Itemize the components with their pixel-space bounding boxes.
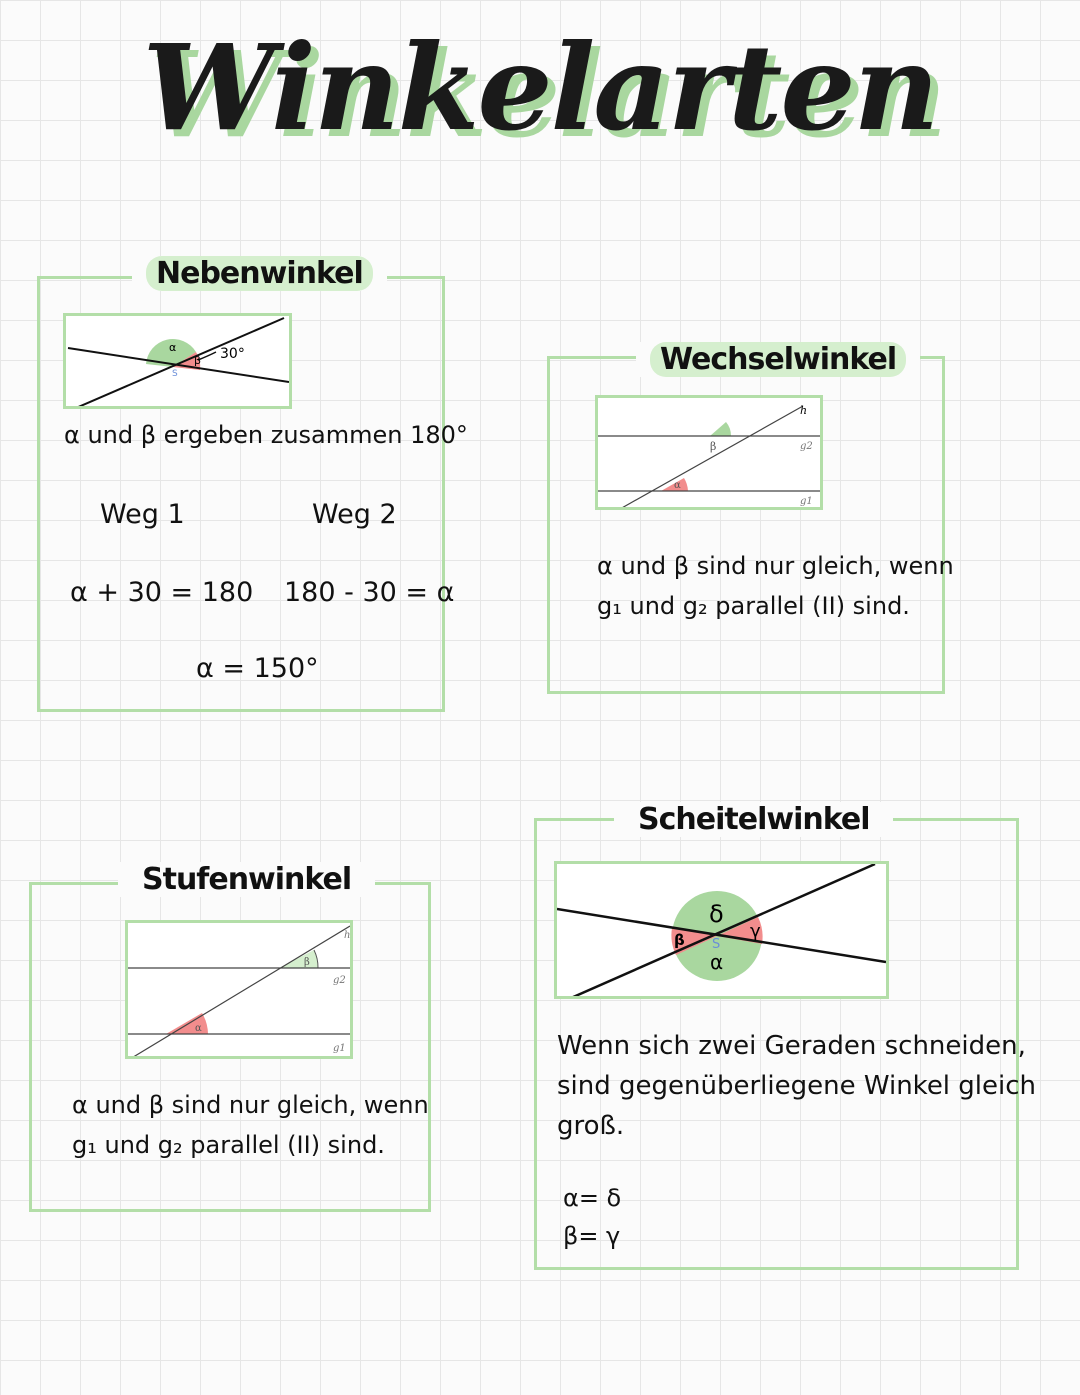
stufenwinkel-heading <box>118 862 375 897</box>
beta-label: β <box>674 931 685 949</box>
scheitelwinkel-eq2: β= γ <box>563 1222 621 1250</box>
alpha-label: α <box>710 950 724 974</box>
alpha-label: α <box>169 341 177 354</box>
thirty-degree-label: 30° <box>220 346 245 362</box>
stufenwinkel-diagram <box>125 920 353 1059</box>
g2-label: g2 <box>800 441 813 452</box>
nebenwinkel-result: α = 150° <box>196 653 319 684</box>
stufenwinkel-text-line1: α und β sind nur gleich, wenn <box>72 1091 429 1119</box>
scheitelwinkel-eq1: α= δ <box>563 1184 622 1212</box>
weg1-label: Weg 1 <box>100 499 185 530</box>
beta-label: β <box>194 354 202 367</box>
stufenwinkel-heading-text: Stufenwinkel <box>142 862 352 897</box>
vertex-s-label: S <box>172 369 178 379</box>
alpha-label: α <box>195 1023 202 1034</box>
scheitelwinkel-text-line1: Wenn sich zwei Geraden schneiden, <box>557 1031 1026 1061</box>
scheitelwinkel-heading-text: Scheitelwinkel <box>638 802 870 837</box>
wechselwinkel-diagram <box>595 395 823 510</box>
beta-label: β <box>710 440 717 453</box>
wechselwinkel-heading <box>636 342 920 377</box>
nebenwinkel-heading <box>132 256 387 291</box>
line-h <box>130 926 350 1056</box>
alpha-label: α <box>674 480 681 491</box>
delta-label: δ <box>709 900 724 928</box>
g1-label: g1 <box>333 1043 346 1054</box>
scheitelwinkel-text-line3: groß. <box>557 1111 625 1141</box>
line-h <box>620 406 803 507</box>
gamma-label: γ <box>750 921 761 942</box>
nebenwinkel-statement: α und β ergeben zusammen 180° <box>64 421 468 449</box>
scheitelwinkel-diagram <box>554 861 889 999</box>
beta-label: β <box>304 957 310 968</box>
page-title: Winkelarten <box>142 18 938 157</box>
vertex-s-label: S <box>712 937 721 952</box>
weg2-equation: 180 - 30 = α <box>284 577 455 608</box>
line-2 <box>76 318 284 406</box>
h-label: h <box>800 404 808 417</box>
wechselwinkel-text-line2: g₁ und g₂ parallel (II) sind. <box>597 592 910 620</box>
h-label: h <box>344 930 350 941</box>
weg2-label: Weg 2 <box>312 499 397 530</box>
g2-label: g2 <box>333 975 346 986</box>
scheitelwinkel-heading <box>614 802 893 837</box>
nebenwinkel-heading-text: Nebenwinkel <box>146 256 373 291</box>
g1-label: g1 <box>800 496 813 507</box>
beta-angle-arc <box>710 422 731 436</box>
stufenwinkel-text-line2: g₁ und g₂ parallel (II) sind. <box>72 1131 385 1159</box>
weg1-equation: α + 30 = 180 <box>70 577 254 608</box>
wechselwinkel-text-line1: α und β sind nur gleich, wenn <box>597 552 954 580</box>
nebenwinkel-diagram <box>63 313 292 409</box>
scheitelwinkel-text-line2: sind gegenüberliegene Winkel gleich <box>557 1071 1037 1101</box>
wechselwinkel-heading-text: Wechselwinkel <box>650 342 906 377</box>
